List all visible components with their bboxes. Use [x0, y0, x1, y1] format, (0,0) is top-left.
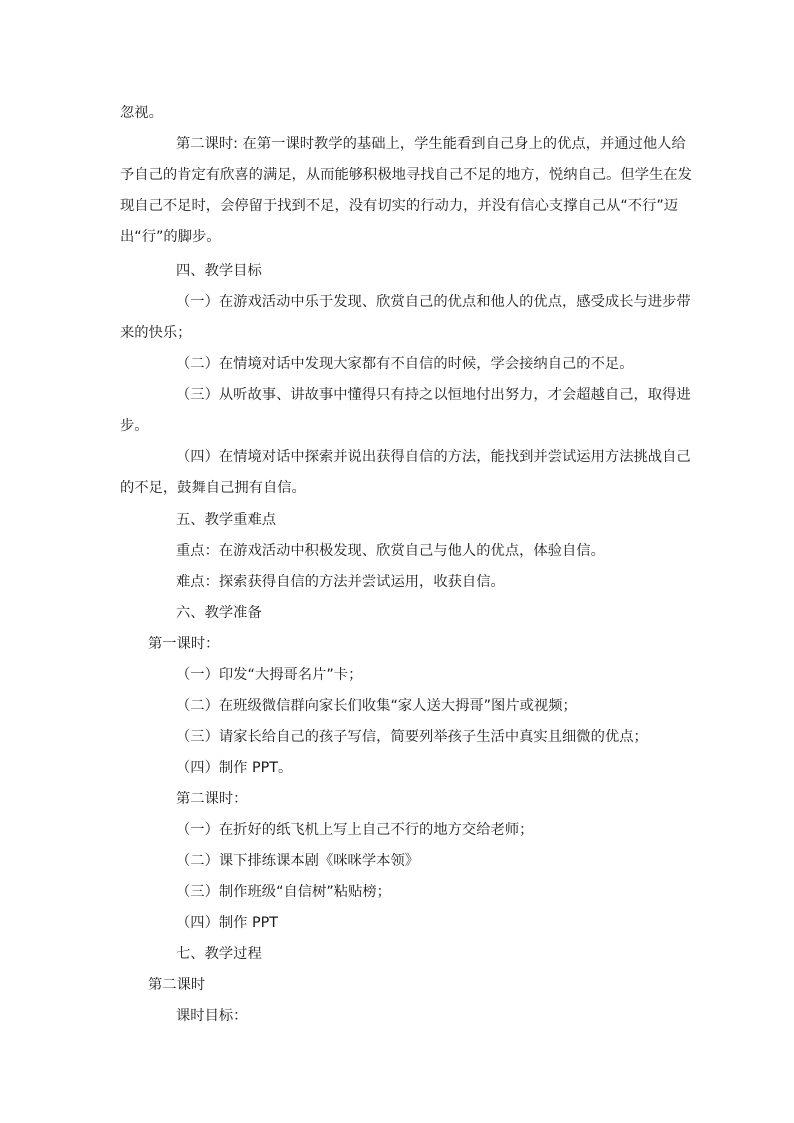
list-item: （二）课下排练课本剧《咪咪学本领》 — [176, 853, 420, 869]
text-line: 予自己的肯定有欣喜的满足，从而能够积极地寻找自己不足的地方，悦纳自己。但学生在发 — [120, 167, 692, 183]
text-line: 难点：探索获得自信的方法并尝试运用，收获自信。 — [176, 574, 505, 590]
section-heading: 七、教学过程 — [176, 946, 262, 962]
section-heading: 六、教学准备 — [176, 605, 262, 621]
text-line: 现自己不足时，会停留于找到不足，没有切实的行动力，并没有信心支撑自己从“不行”迈 — [120, 198, 679, 214]
section-heading: 四、教学目标 — [176, 263, 262, 279]
list-item: （三）制作班级“自信树”粘贴榜； — [176, 884, 391, 900]
text-line: （三）从听故事、讲故事中懂得只有持之以恒地付出努力，才会超越自己，取得进 — [176, 387, 691, 403]
subsection-heading: 第二课时： — [176, 791, 248, 807]
text-line: 忽视。 — [120, 105, 163, 121]
text-line: 出“行”的脚步。 — [120, 229, 221, 245]
text-line: 第二课时: 在第一课时教学的基础上，学生能看到自己身上的优点，并通过他人给 — [176, 136, 686, 152]
list-item: （一）印发“大拇哥名片”卡； — [176, 667, 363, 683]
text-line: （二）在情境对话中发现大家都有不自信的时候，学会接纳自己的不足。 — [176, 356, 634, 372]
text-line: 重点：在游戏活动中积极发现、欣赏自己与他人的优点，体验自信。 — [176, 543, 605, 559]
text-line: 的不足，鼓舞自己拥有自信。 — [120, 480, 306, 496]
text-line: （一）在游戏活动中乐于发现、欣赏自己的优点和他人的优点，感受成长与进步带 — [176, 294, 691, 310]
list-item: （二）在班级微信群向家长们收集“家人送大拇哥”图片或视频； — [176, 698, 577, 714]
subsection-heading: 第一课时： — [148, 636, 220, 652]
text-line: 课时目标： — [176, 1008, 248, 1024]
subsection-heading: 第二课时 — [148, 977, 206, 993]
list-item: （四）制作 PPT — [176, 915, 279, 931]
text-line: （四）在情境对话中探索并说出获得自信的方法，能找到并尝试运用方法挑战自己 — [176, 449, 691, 465]
list-item: （三）请家长给自己的孩子写信，简要列举孩子生活中真实且细微的优点； — [176, 729, 648, 745]
section-heading: 五、教学重难点 — [176, 512, 277, 528]
text-line: 来的快乐； — [120, 325, 192, 341]
list-item: （四）制作 PPT。 — [176, 760, 293, 776]
list-item: （一）在折好的纸飞机上写上自己不行的地方交给老师； — [176, 822, 534, 838]
text-line: 步。 — [120, 418, 149, 434]
